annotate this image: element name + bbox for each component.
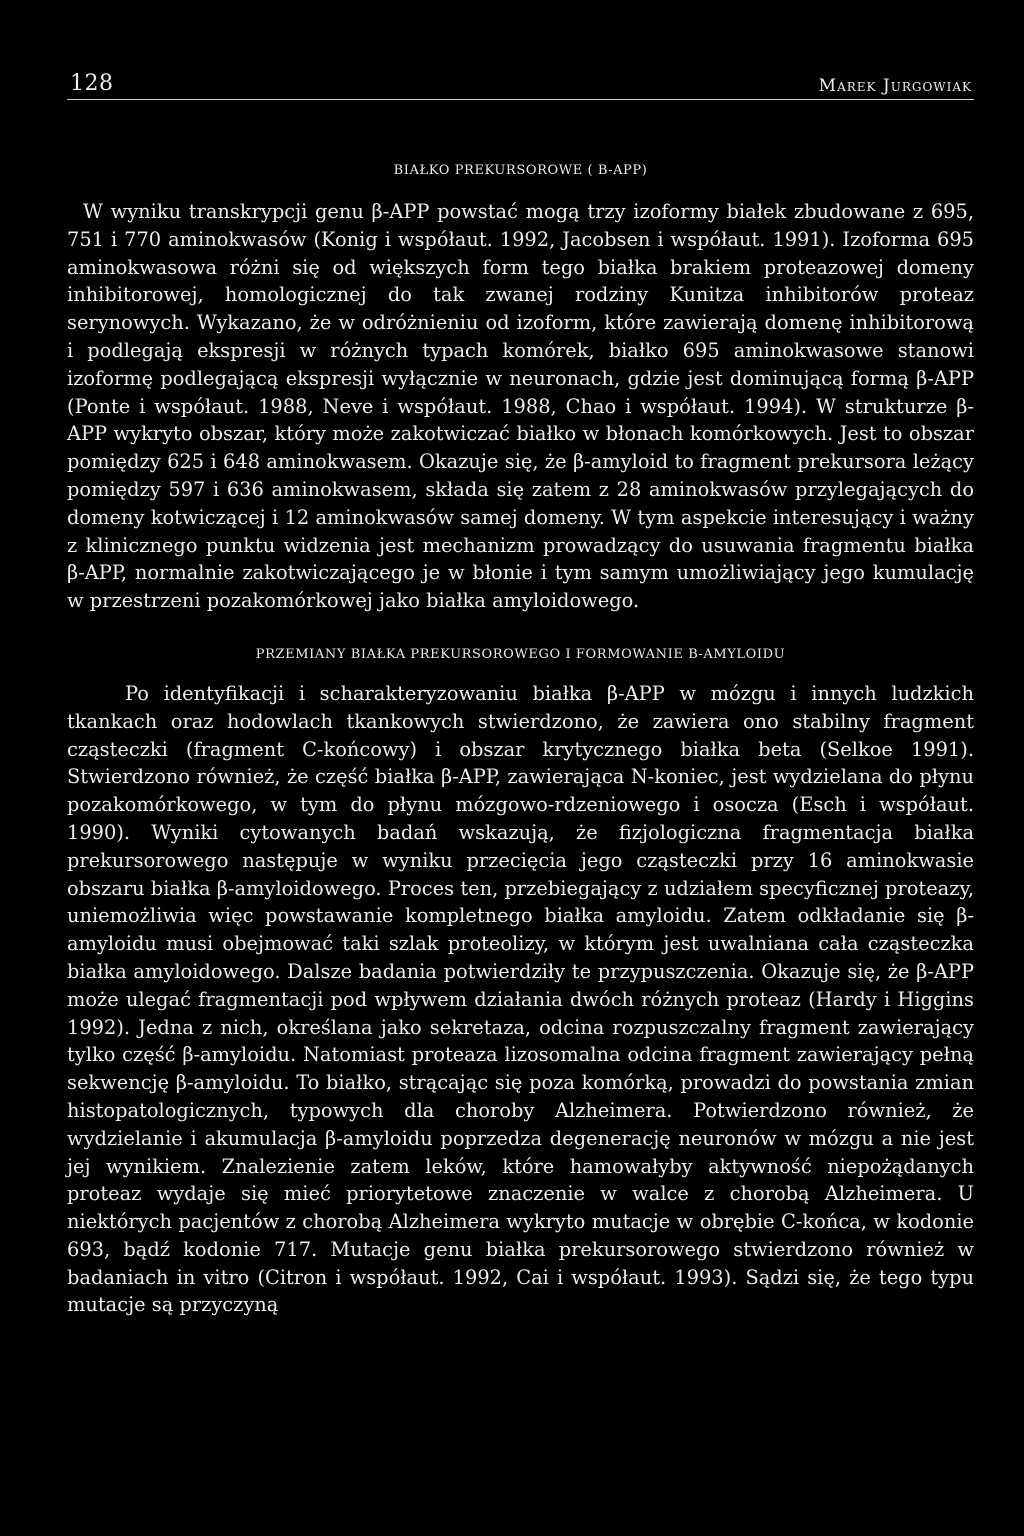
book-page	[67, 64, 974, 1319]
body-paragraph-beta-app: W wyniku transkrypcji genu β-APP powstać mogą trzy izoformy białek zbudowane z 695, 751 i 770 aminokwasów (Konig i współaut. 1992, Jacobsen i współaut. 1991). Izoforma 695 aminokwasowa różni się od większych form tego białka brakiem proteazowej domeny inhibitorowej, homologicznej do tak zwanej rodziny Kunitza inhibitorów proteaz serynowych. Wykazano, że w odróżnieniu od izoform, które zawierają domenę inhibitorową i podlegają ekspresji w różnych typach komórek, białko 695 aminokwasowe stanowi izoformę podlegającą ekspresji wyłącznie w neuronach, gdzie jest dominującą formą β-APP (Ponte i współaut. 1988, Neve i współaut. 1988, Chao i współaut. 1994). W strukturze β-APP wykryto obszar, który może zakotwiczać białko w błonach komórkowych. Jest to obszar pomiędzy 625 i 648 aminokwasem. Okazuje się, że β-amyloid to fragment prekursora leżący pomiędzy 597 i 636 aminokwasem, składa się zatem z 28 aminokwasów przylegających do domeny kotwiczącej i 12 aminokwasów samej domeny. W tym aspekcie interesujący i ważny z klinicznego punktu widzenia jest mechanizm prowadzący do usuwania fragmentu białka β-APP, normalnie zakotwiczającego je w błonie i tym samym umożliwiający jego kumulację w przestrzeni pozakomórkowej jako białka amyloidowego.	[67, 200, 974, 613]
running-header	[67, 64, 974, 100]
running-head-author: Marek Jurgowiak	[818, 76, 972, 96]
body-paragraph-beta-amyloid: Po identyfikacji i scharakteryzowaniu białka β-APP w mózgu i innych ludzkich tkankach oraz hodowlach tkankowych stwierdzono, że zawiera ono stabilny fragment cząsteczki (fragment C-końcowy) i obszar krytycznego białka beta (Selkoe 1991). Stwierdzono również, że część białka β-APP, zawierająca N-koniec, jest wydzielana do płynu pozakomórkowego, w tym do płynu mózgowo-rdzeniowego i osocza (Esch i współaut. 1990). Wyniki cytowanych badań wskazują, że fizjologiczna fragmentacja białka prekursorowego następuje w wyniku przecięcia jego cząsteczki przy 16 aminokwasie obszaru białka β-amyloidowego. Proces ten, przebiegający z udziałem specyficznej proteazy, uniemożliwia więc powstawanie kompletnego białka amyloidu. Zatem odkładanie się β-amyloidu musi obejmować taki szlak proteolizy, w którym jest uwalniana cała cząsteczka białka amyloidowego. Dalsze badania potwierdziły te przypuszczenia. Okazuje się, że β-APP może ulegać fragmentacji pod wpływem działania dwóch różnych proteaz (Hardy i Higgins 1992). Jedna z nich, określana jako sekretaza, odcina rozpuszczalny fragment zawierający tylko część β-amyloidu. Natomiast proteaza lizosomalna odcina fragment zawierający pełną sekwencję β-amyloidu. To białko, strącając się poza komórką, prowadzi do powstania zmian histopatologicznych, typowych dla choroby Alzheimera. Potwierdzono również, że wydzielanie i akumulacja β-amyloidu poprzedza degenerację neuronów w mózgu a nie jest jej wynikiem. Znalezienie zatem leków, które hamowałyby aktywność niepożądanych proteaz wydaje się mieć priorytetowe znaczenie w walce z chorobą Alzheimera. U niektórych pacjentów z chorobą Alzheimera wykryto mutacje w obrębie C-końca, w kodonie 693, bądź kodonie 717. Mutacje genu białka prekursorowego stwierdzono również w badaniach in vitro (Citron i współaut. 1992, Cai i współaut. 1993). Sądzi się, że tego typu mutacje są przyczyną	[67, 681, 974, 1317]
section-heading-beta-amyloid: PRZEMIANY BIAŁKA PREKURSOROWEGO I FORMOWANIE Β-AMYLOIDU	[255, 646, 786, 662]
page-number: 128	[70, 71, 114, 96]
section-heading-beta-app: BIAŁKO PREKURSOROWE ( Β-APP)	[393, 163, 648, 178]
